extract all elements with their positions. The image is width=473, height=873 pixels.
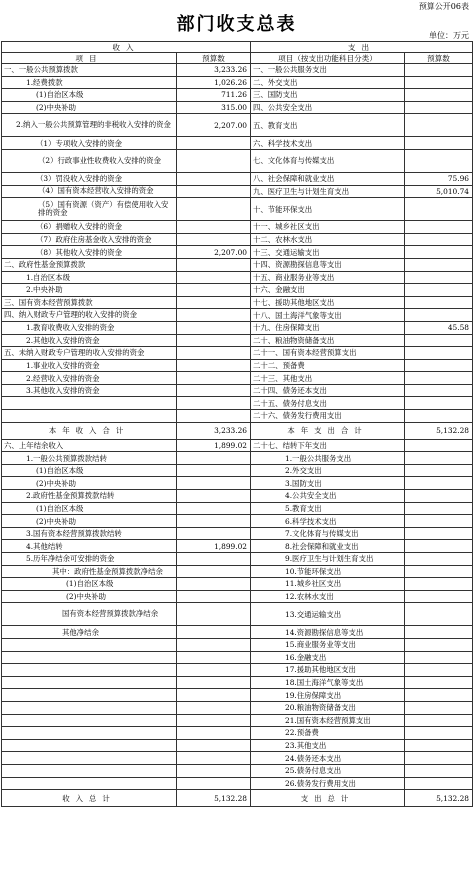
expense-amount: [405, 603, 473, 626]
expense-item: 一、一般公共服务支出: [251, 64, 405, 77]
income-amount: [177, 590, 251, 603]
income-item: [2, 309, 177, 322]
income-item: 1.自治区本级: [2, 271, 177, 284]
table-row: [2, 464, 473, 477]
annual-income-total: 3,233.26: [177, 422, 251, 439]
income-item: [2, 198, 177, 221]
income-item: 4.其他结转: [2, 540, 177, 553]
table-row: [2, 397, 473, 410]
table-row: [2, 372, 473, 385]
expense-item: 1.一般公共服务支出: [251, 452, 405, 465]
expense-amount: [405, 590, 473, 603]
income-amount: 711.26: [177, 89, 251, 102]
income-item: 2.中央补助: [2, 284, 177, 297]
income-amount: [177, 515, 251, 528]
expense-amount: [405, 651, 473, 664]
income-amount: [177, 651, 251, 664]
income-item: (2)中央补助: [2, 515, 177, 528]
income-amount: [177, 137, 251, 150]
income-amount: [177, 347, 251, 360]
expense-item: 十三、交通运输支出: [251, 246, 405, 259]
expense-amount: [405, 739, 473, 752]
income-item: 2.其他收入安排的资金: [2, 334, 177, 347]
expense-item-header: 项目（按支出功能科目分类）: [251, 53, 405, 64]
annual-income-total-label: 本年收入合计: [2, 422, 177, 439]
income-amount: [177, 565, 251, 578]
table-row: [2, 515, 473, 528]
income-amount: [177, 334, 251, 347]
table-row: [2, 233, 473, 246]
income-item: （8）其他收入安排的资金: [2, 246, 177, 259]
table-row: [2, 527, 473, 540]
income-amount: [177, 149, 251, 172]
income-amount: 315.00: [177, 101, 251, 114]
expense-amount: [405, 752, 473, 765]
income-item-header: 项目: [2, 53, 177, 64]
expense-item: 12.农林水支出: [251, 590, 405, 603]
expense-amount: [405, 714, 473, 727]
table-row: [2, 149, 473, 172]
income-amount: [177, 372, 251, 385]
expense-amount: [405, 198, 473, 221]
expense-amount: [405, 727, 473, 740]
income-item: （6）捐赠收入安排的资金: [2, 221, 177, 234]
expense-item: 4.公共安全支出: [251, 490, 405, 503]
table-row: [2, 452, 473, 465]
income-amount: 2,207.00: [177, 246, 251, 259]
expense-item: 10.节能环保支出: [251, 565, 405, 578]
income-item: 其中：政府性基金预算拨款净结余: [2, 565, 177, 578]
income-amount: [177, 727, 251, 740]
income-item-text: 四、纳入财政专户管理的收入安排的资金: [4, 309, 138, 319]
table-row: [2, 321, 473, 334]
table-row: [2, 114, 473, 137]
annual-expense-total-label: 本年支出合计: [251, 422, 405, 439]
table-row: [2, 172, 473, 185]
group-header-row: [2, 42, 473, 53]
table-row: [2, 410, 473, 423]
expense-amount: [405, 502, 473, 515]
table-row: [2, 271, 473, 284]
income-item: [2, 764, 177, 777]
income-item: 3.其他收入安排的资金: [2, 384, 177, 397]
income-item-text: （4）国有资本经营收入安排的资金: [38, 186, 154, 196]
income-item: (1)自治区本级: [2, 578, 177, 591]
expense-amount: [405, 221, 473, 234]
table-row: [2, 101, 473, 114]
income-amount: [177, 309, 251, 322]
income-item: 1.经费拨款: [2, 76, 177, 89]
income-item: (2)中央补助: [2, 101, 177, 114]
expense-item: 22.预备费: [251, 727, 405, 740]
income-item: [2, 664, 177, 677]
table-row: [2, 198, 473, 221]
expense-amount: [405, 452, 473, 465]
expense-item: 15.商业服务业等支出: [251, 638, 405, 651]
table-row: [2, 565, 473, 578]
income-amount: [177, 410, 251, 423]
income-grand-total: 5,132.28: [177, 790, 251, 807]
table-row: [2, 359, 473, 372]
unit-label: 单位：万元: [429, 31, 469, 40]
expense-amount: [405, 359, 473, 372]
income-item: 二、政府性基金预算拨款: [2, 258, 177, 271]
expense-amount: 5,010.74: [405, 185, 473, 198]
expense-item: 二十六、债务发行费用支出: [251, 410, 405, 423]
income-item: (2)中央补助: [2, 590, 177, 603]
income-amount: [177, 638, 251, 651]
expense-amount: [405, 101, 473, 114]
income-item: 5.历年净结余可安排的资金: [2, 553, 177, 566]
expense-item: 13.交通运输支出: [251, 603, 405, 626]
income-amount: [177, 172, 251, 185]
income-item: 2.经营收入安排的资金: [2, 372, 177, 385]
income-item: （1）专项收入安排的资金: [2, 137, 177, 150]
table-row: [2, 676, 473, 689]
expense-item: 二、外交支出: [251, 76, 405, 89]
expense-item: 3.国防支出: [251, 477, 405, 490]
income-item: [2, 714, 177, 727]
expense-item: 十五、商业服务业等支出: [251, 271, 405, 284]
annual-expense-total: 5,132.28: [405, 422, 473, 439]
expense-item: 二十三、其他支出: [251, 372, 405, 385]
page-title: 部门收支总表: [176, 14, 297, 35]
expense-amount: [405, 565, 473, 578]
table-row: [2, 490, 473, 503]
income-item: 六、上年结余收入: [2, 439, 177, 452]
income-item: 2.政府性基金预算拨款结转: [2, 490, 177, 503]
income-amount: [177, 490, 251, 503]
table-row: [2, 137, 473, 150]
table-row: [2, 739, 473, 752]
expense-item: 14.资源勘探信息等支出: [251, 626, 405, 639]
income-amount: [177, 527, 251, 540]
income-amount: [177, 764, 251, 777]
table-row: [2, 384, 473, 397]
expense-amount: [405, 664, 473, 677]
expense-item: 八、社会保障和就业支出: [251, 172, 405, 185]
income-item: 其他净结余: [2, 626, 177, 639]
table-row: [2, 221, 473, 234]
income-item: 1.一般公共预算拨款结转: [2, 452, 177, 465]
income-item: [2, 777, 177, 790]
table-code: 预算公开06表: [418, 2, 469, 11]
table-row: [2, 764, 473, 777]
expense-item: 五、教育支出: [251, 114, 405, 137]
expense-amount: [405, 347, 473, 360]
income-amount: [177, 701, 251, 714]
table-row: [2, 284, 473, 297]
expense-item: 九、医疗卫生与计划生育支出: [251, 185, 405, 198]
table-row: [2, 689, 473, 702]
expense-amount: [405, 515, 473, 528]
income-item: [2, 676, 177, 689]
table-row: [2, 578, 473, 591]
expense-grand-total-label: 支出总计: [251, 790, 405, 807]
income-amount: [177, 626, 251, 639]
expense-item: 十、节能环保支出: [251, 198, 405, 221]
expense-amount: [405, 309, 473, 322]
income-item: [2, 739, 177, 752]
expense-item: 四、公共安全支出: [251, 101, 405, 114]
income-item: (2)中央补助: [2, 477, 177, 490]
expense-amount: [405, 777, 473, 790]
income-item: (1)自治区本级: [2, 464, 177, 477]
expense-item: 6.科学技术支出: [251, 515, 405, 528]
income-item: 一、一般公共预算拨款: [2, 64, 177, 77]
income-item: [2, 185, 177, 198]
income-amount: 3,233.26: [177, 64, 251, 77]
income-amount: [177, 502, 251, 515]
income-item-text: （2）行政事业性收费收入安排的资金: [38, 155, 161, 165]
income-amount: [177, 777, 251, 790]
table-row: [2, 76, 473, 89]
expense-amount: [405, 490, 473, 503]
expense-amount: [405, 540, 473, 553]
expense-item: 17.援助其他地区支出: [251, 664, 405, 677]
income-item-text: 2.纳入一般公共预算管理的非税收入安排的资金: [16, 120, 171, 130]
income-amount: [177, 271, 251, 284]
expense-item: 七、文化体育与传媒支出: [251, 149, 405, 172]
expense-amount: 45.58: [405, 321, 473, 334]
expense-item: 19.住房保障支出: [251, 689, 405, 702]
table-row: [2, 777, 473, 790]
income-item-text: 国有资本经营预算拨款净结余: [62, 609, 159, 619]
expense-group-header: 支出: [251, 42, 473, 53]
expense-item: 二十五、债务付息支出: [251, 397, 405, 410]
expense-amount: [405, 689, 473, 702]
table-row: [2, 89, 473, 102]
expense-item: 二十七、结转下年支出: [251, 439, 405, 452]
table-row: [2, 752, 473, 765]
table-row: [2, 638, 473, 651]
table-row: [2, 553, 473, 566]
income-amount: [177, 185, 251, 198]
table-row: [2, 603, 473, 626]
table-row: [2, 664, 473, 677]
expense-item: 二十一、国有资本经营预算支出: [251, 347, 405, 360]
expense-amount: [405, 464, 473, 477]
expense-item: 十一、城乡社区支出: [251, 221, 405, 234]
income-amount: [177, 321, 251, 334]
expense-amount: [405, 372, 473, 385]
income-amount: [177, 603, 251, 626]
expense-item: 5.教育支出: [251, 502, 405, 515]
expense-amount: [405, 384, 473, 397]
column-header-row: [2, 53, 473, 64]
expense-item: 20.粮油物资储备支出: [251, 701, 405, 714]
expense-amount: [405, 626, 473, 639]
expense-item: 24.债务还本支出: [251, 752, 405, 765]
income-amount: [177, 359, 251, 372]
expense-amount: [405, 676, 473, 689]
income-grand-total-label: 收入总计: [2, 790, 177, 807]
income-item: (1)自治区本级: [2, 89, 177, 102]
expense-amount: [405, 137, 473, 150]
income-item: [2, 638, 177, 651]
income-item: (1)自治区本级: [2, 502, 177, 515]
income-amount: [177, 397, 251, 410]
income-amount: [177, 477, 251, 490]
table-row: [2, 309, 473, 322]
expense-amount: [405, 64, 473, 77]
expense-item: 8.社会保障和就业支出: [251, 540, 405, 553]
income-item: 3.国有资本经营预算拨款结转: [2, 527, 177, 540]
expense-amount: [405, 284, 473, 297]
table-row: [2, 590, 473, 603]
table-row: [2, 701, 473, 714]
expense-amount: [405, 764, 473, 777]
income-item: [2, 727, 177, 740]
expense-amount: [405, 439, 473, 452]
income-item: [2, 651, 177, 664]
income-amount: [177, 198, 251, 221]
expense-grand-total: 5,132.28: [405, 790, 473, 807]
income-amount: 2,207.00: [177, 114, 251, 137]
table-row: [2, 439, 473, 452]
income-amount: [177, 553, 251, 566]
table-row: [2, 258, 473, 271]
expense-amount: [405, 76, 473, 89]
expense-item: 7.文化体育与传媒支出: [251, 527, 405, 540]
income-amount: [177, 296, 251, 309]
income-group-header: 收入: [2, 42, 251, 53]
income-amount: [177, 752, 251, 765]
table-row: [2, 296, 473, 309]
income-item: （7）政府住房基金收入安排的资金: [2, 233, 177, 246]
expense-item: 十七、援助其他地区支出: [251, 296, 405, 309]
expense-amount: [405, 477, 473, 490]
expense-item: 26.债务发行费用支出: [251, 777, 405, 790]
income-amount: [177, 221, 251, 234]
income-item: [2, 603, 177, 626]
income-amount-header: 预算数: [177, 53, 251, 64]
expense-amount: [405, 149, 473, 172]
income-item: [2, 689, 177, 702]
income-item: [2, 347, 177, 360]
expense-amount: 75.96: [405, 172, 473, 185]
expense-amount: [405, 397, 473, 410]
expense-amount: [405, 638, 473, 651]
income-item-text: （5）国有资源（资产）有偿使用收入安排的资金: [38, 199, 169, 218]
expense-item: 十八、国土海洋气象等支出: [251, 309, 405, 322]
expense-item: 二十四、债务还本支出: [251, 384, 405, 397]
expense-item: 11.城乡社区支出: [251, 578, 405, 591]
expense-amount: [405, 410, 473, 423]
table-row: [2, 64, 473, 77]
expense-amount: [405, 114, 473, 137]
income-item: 1.教育收费收入安排的资金: [2, 321, 177, 334]
income-item: [2, 397, 177, 410]
income-amount: [177, 578, 251, 591]
annual-total-row: [2, 422, 473, 439]
expense-item: 六、科学技术支出: [251, 137, 405, 150]
expense-item: 9.医疗卫生与计划生育支出: [251, 553, 405, 566]
income-item: （3）罚没收入安排的资金: [2, 172, 177, 185]
income-amount: [177, 384, 251, 397]
grand-total-row: [2, 790, 473, 807]
expense-amount: [405, 89, 473, 102]
expense-item: 16.金融支出: [251, 651, 405, 664]
income-amount: [177, 676, 251, 689]
expense-item: 十二、农林水支出: [251, 233, 405, 246]
table-row: [2, 185, 473, 198]
expense-item: 三、国防支出: [251, 89, 405, 102]
income-amount: 1,899.02: [177, 540, 251, 553]
expense-amount: [405, 233, 473, 246]
income-item: [2, 701, 177, 714]
income-amount: 1,899.02: [177, 439, 251, 452]
table-row: [2, 540, 473, 553]
income-item: 三、国有资本经营预算拨款: [2, 296, 177, 309]
income-item: [2, 410, 177, 423]
expense-item: 二十、粮油物资储备支出: [251, 334, 405, 347]
expense-amount: [405, 334, 473, 347]
expense-amount: [405, 578, 473, 591]
budget-table: [1, 41, 473, 807]
income-amount: [177, 714, 251, 727]
income-amount: [177, 452, 251, 465]
expense-amount-header: 预算数: [405, 53, 473, 64]
income-item: [2, 149, 177, 172]
income-amount: [177, 258, 251, 271]
expense-amount: [405, 527, 473, 540]
expense-item: 2.外交支出: [251, 464, 405, 477]
table-row: [2, 246, 473, 259]
table-row: [2, 626, 473, 639]
income-amount: [177, 284, 251, 297]
expense-item: 25.债务付息支出: [251, 764, 405, 777]
expense-amount: [405, 246, 473, 259]
income-item: 1.事业收入安排的资金: [2, 359, 177, 372]
table-row: [2, 347, 473, 360]
table-row: [2, 714, 473, 727]
income-item: [2, 752, 177, 765]
income-amount: [177, 739, 251, 752]
income-amount: [177, 664, 251, 677]
expense-amount: [405, 553, 473, 566]
expense-amount: [405, 258, 473, 271]
expense-item: 十九、住房保障支出: [251, 321, 405, 334]
income-amount: 1,026.26: [177, 76, 251, 89]
expense-amount: [405, 296, 473, 309]
expense-item: 十六、金融支出: [251, 284, 405, 297]
income-amount: [177, 689, 251, 702]
expense-item: 18.国土海洋气象等支出: [251, 676, 405, 689]
table-row: [2, 502, 473, 515]
table-row: [2, 334, 473, 347]
expense-item: 23.其他支出: [251, 739, 405, 752]
expense-item: 二十二、预备费: [251, 359, 405, 372]
expense-item: 十四、资源勘探信息等支出: [251, 258, 405, 271]
table-row: [2, 651, 473, 664]
table-row: [2, 477, 473, 490]
expense-item: 21.国有资本经营预算支出: [251, 714, 405, 727]
income-item-text: 五、未纳入财政专户管理的收入安排的资金: [4, 347, 145, 357]
expense-amount: [405, 701, 473, 714]
expense-amount: [405, 271, 473, 284]
income-amount: [177, 464, 251, 477]
table-row: [2, 727, 473, 740]
income-item: [2, 114, 177, 137]
income-amount: [177, 233, 251, 246]
